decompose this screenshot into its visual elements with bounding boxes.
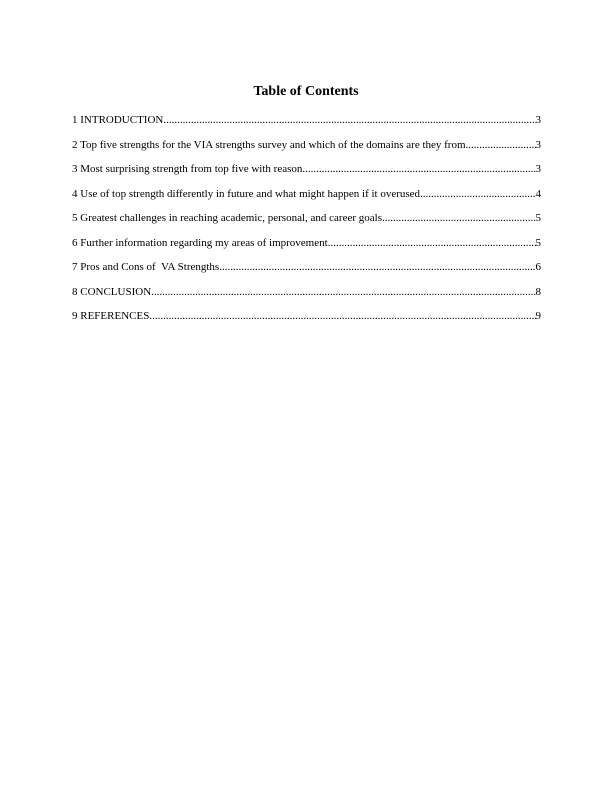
toc-page-number: 3 (535, 138, 541, 151)
toc-page-number: 8 (535, 285, 541, 298)
toc-dot-leader (219, 261, 535, 274)
toc-entry-use-of-top-strength[interactable] (72, 188, 541, 213)
toc-dot-leader (151, 286, 535, 299)
toc-entry-label: 9 REFERENCES (72, 310, 150, 322)
toc-entry-pros-and-cons[interactable] (72, 261, 541, 286)
toc-entry-references[interactable] (72, 310, 541, 335)
toc-entry-label: 7 Pros and Cons of VA Strengths (72, 261, 220, 273)
toc-page-number: 4 (535, 187, 541, 200)
toc-page-number: 5 (535, 236, 541, 249)
toc-list (72, 114, 541, 335)
toc-entry-label: 4 Use of top strength differently in future and what might happen if it overused (72, 187, 421, 200)
toc-dot-leader (420, 188, 535, 201)
toc-entry-label: 1 INTRODUCTION (72, 114, 164, 126)
toc-entry-label: 2 Top five strengths for the VIA strengths survey and which of the domains are they from (72, 138, 466, 151)
toc-dot-leader (302, 163, 535, 176)
toc-entry-label: 5 Greatest challenges in reaching academic, personal, and career goals (72, 212, 382, 224)
toc-page-number: 9 (535, 310, 541, 322)
toc-entry-areas-of-improvement[interactable] (72, 237, 541, 262)
toc-dot-leader (382, 212, 536, 225)
toc-dot-leader (163, 114, 535, 127)
toc-entry-label: 8 CONCLUSION (72, 285, 152, 298)
toc-entry-conclusion[interactable] (72, 286, 541, 311)
toc-entry-label: 3 Most surprising strength from top five with reason (72, 163, 303, 175)
toc-dot-leader (149, 310, 535, 323)
toc-entry-introduction[interactable] (72, 114, 541, 139)
toc-entry-most-surprising-strength[interactable] (72, 163, 541, 188)
toc-entry-greatest-challenges[interactable] (72, 212, 541, 237)
toc-dot-leader (328, 237, 536, 250)
toc-entry-label: 6 Further information regarding my areas of improvement (72, 236, 328, 249)
toc-page-number: 6 (535, 261, 541, 273)
toc-title: Table of Contents (253, 84, 359, 99)
toc-page-number: 5 (535, 212, 541, 224)
toc-dot-leader (466, 139, 536, 152)
toc-page-number: 3 (535, 114, 541, 126)
toc-entry-top-five-strengths[interactable] (72, 139, 541, 164)
toc-page-number: 3 (535, 163, 541, 175)
